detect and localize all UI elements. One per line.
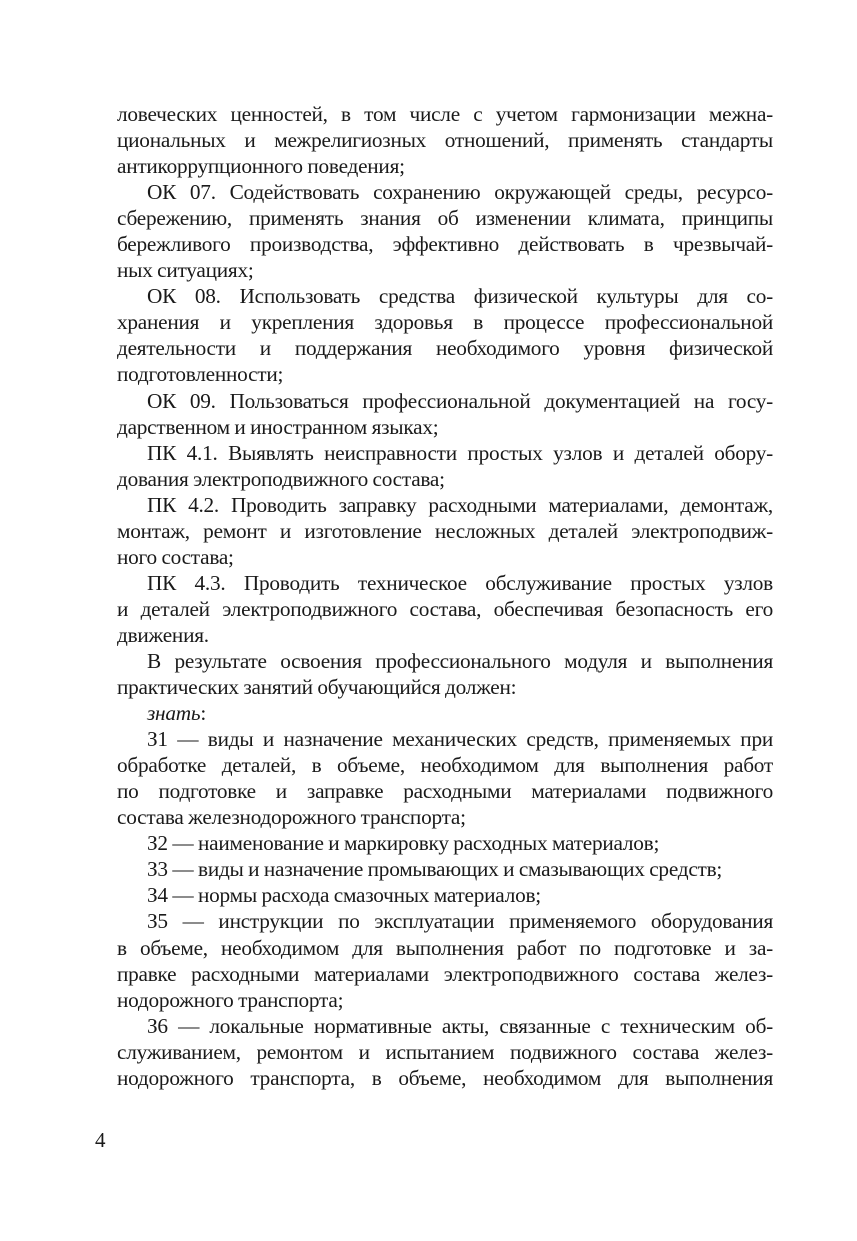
paragraph-z6 [117, 1013, 773, 1091]
text-line: бережливого производства, эффективно действовать в чрезвычай- [117, 232, 773, 257]
text-line: сбережению, применять знания об изменении климата, принципы [117, 206, 773, 231]
document-page-body [117, 101, 773, 1091]
text-line: по подготовке и заправке расходными материалами подвижного [117, 779, 773, 804]
paragraph-pk-4-3 [117, 570, 773, 648]
text-line: нодорожного транспорта, в объеме, необходимом для выполнения [117, 1065, 773, 1090]
text-line: монтаж, ремонт и изготовление несложных деталей электроподвиж- [117, 518, 773, 543]
text-line: В результате освоения профессионального модуля и выполнения [147, 648, 773, 673]
text-line: З6 — локальные нормативные акты, связанные с техническим об- [147, 1013, 773, 1038]
know-heading-word: знать [147, 701, 201, 726]
text-line: обработке деталей, в объеме, необходимом для выполнения работ [117, 753, 773, 778]
paragraph-ok-09 [117, 388, 773, 440]
paragraph-z4 [117, 882, 773, 908]
text-line: движения. [117, 622, 209, 647]
text-line: деятельности и поддержания необходимого уровня физической [117, 336, 773, 361]
text-line: ПК 4.2. Проводить заправку расходными материалами, демонтаж, [147, 492, 773, 517]
text-line: ОК 09. Пользоваться профессиональной документацией на госу- [147, 388, 773, 413]
paragraph-z1 [117, 726, 773, 830]
page-number: 4 [95, 1128, 106, 1152]
paragraph-continuation [117, 101, 773, 179]
text-line: служиванием, ремонтом и испытанием подвижного состава желез- [117, 1039, 773, 1064]
text-line: циональных и межрелигиозных отношений, применять стандарты [117, 128, 773, 153]
text-line: З2 — наименование и маркировку расходных материалов; [147, 831, 660, 856]
text-line: ного состава; [117, 544, 234, 569]
text-line: ловеческих ценностей, в том числе с учетом гармонизации межна- [117, 102, 773, 126]
text-line: ОК 08. Использовать средства физической культуры для со- [147, 284, 773, 309]
text-line: и деталей электроподвижного состава, обеспечивая безопасность его [117, 596, 773, 621]
text-line: З5 — инструкции по эксплуатации применяемого оборудования [147, 909, 773, 934]
paragraph-ok-08 [117, 283, 773, 387]
text-line: З3 — виды и назначение промывающих и смазывающих средств; [147, 857, 723, 882]
text-line: ПК 4.3. Проводить техническое обслуживание простых узлов [147, 570, 773, 595]
text-line: дования электроподвижного состава; [117, 466, 445, 491]
text-line: ОК 07. Содействовать сохранению окружающей среды, ресурсо- [147, 180, 773, 205]
paragraph-z2 [117, 830, 773, 856]
text-line: подготовленности; [117, 362, 284, 387]
text-line: практических занятий обучающийся должен: [117, 675, 517, 700]
text-line: состава железнодорожного транспорта; [117, 805, 466, 830]
text-line: в объеме, необходимом для выполнения работ по подготовке и за- [117, 935, 773, 960]
text-line: ных ситуациях; [117, 258, 254, 283]
paragraph-result-intro [117, 648, 773, 700]
text-line: нодорожного транспорта; [117, 987, 344, 1012]
paragraph-know-heading [117, 700, 773, 726]
paragraph-pk-4-1 [117, 440, 773, 492]
know-heading-line [117, 700, 773, 726]
text-line: дарственном и иностранном языках; [117, 414, 439, 439]
paragraph-ok-07 [117, 179, 773, 283]
text-line: ПК 4.1. Выявлять неисправности простых узлов и деталей обору- [147, 440, 773, 465]
text-line: хранения и укрепления здоровья в процессе профессиональной [117, 310, 773, 335]
paragraph-z5 [117, 908, 773, 1012]
text-line: антикоррупционного поведения; [117, 154, 405, 179]
text-line: З1 — виды и назначение механических средств, применяемых при [147, 727, 773, 752]
paragraph-z3 [117, 856, 773, 882]
text-line: правке расходными материалами электроподвижного состава желез- [117, 961, 773, 986]
know-heading-colon: : [200, 701, 207, 726]
paragraph-pk-4-2 [117, 492, 773, 570]
text-line: З4 — нормы расхода смазочных материалов; [147, 883, 541, 908]
